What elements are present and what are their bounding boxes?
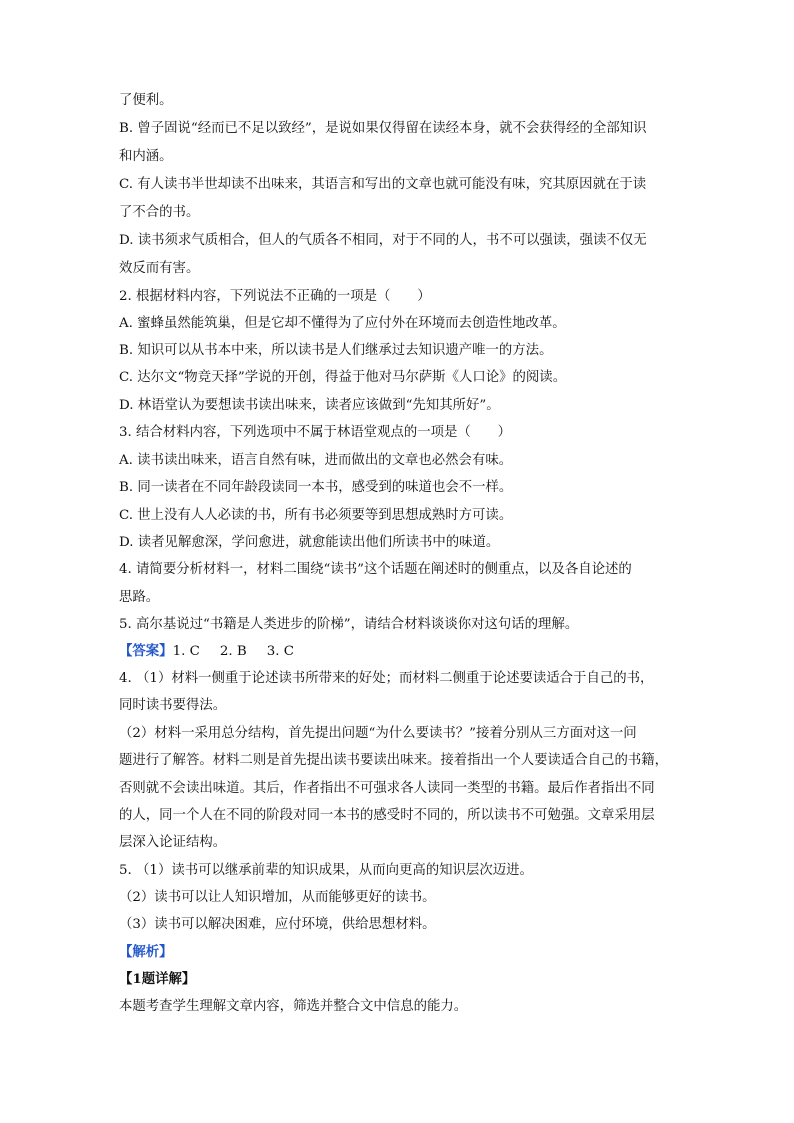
- text-line: 效反而有害。: [119, 261, 200, 276]
- text-line: 的人，同一个人在不同的阶段对同一本书的感受时不同的，所以读书不可勉强。文章采用层: [119, 808, 655, 823]
- text-line: 层深入论证结构。: [119, 835, 227, 850]
- answer-4-line: 4. （1）材料一侧重于论述读书所带来的好处；而材料二侧重于论述要读适合于自己的书，: [119, 671, 654, 686]
- answer-line: [119, 642, 679, 661]
- question-4: 4. 请简要分析材料一，材料二围绕“读书”这个话题在阐述时的侧重点，以及各自论述的: [119, 562, 632, 577]
- question-2: 2. 根据材料内容，下列说法不正确的一项是（ ）: [119, 289, 431, 304]
- q3-option-a: A. 读书读出味来，语言自然有味，进而做出的文章也必然会有味。: [119, 453, 513, 468]
- option-c-line: C. 有人读书半世却读不出味来，其语言和写出的文章也就可能没有味，究其原因就在于读: [119, 177, 647, 192]
- detail-tag: 【1题详解】: [119, 971, 196, 987]
- text-line: 思路。: [119, 590, 160, 605]
- text-line: 本题考查学生理解文章内容，筛选并整合文中信息的能力。: [119, 999, 468, 1014]
- q3-option-b: B. 同一读者在不同年龄段读同一本书，感受到的味道也会不一样。: [119, 480, 513, 495]
- q2-option-a: A. 蜜蜂虽然能筑巢，但是它却不懂得为了应付外在环境而去创造性地改革。: [119, 316, 566, 331]
- q2-option-d: D. 林语堂认为要想读书读出味来，读者应该做到“先知其所好”。: [119, 398, 500, 413]
- answer-item: 3. C: [266, 644, 294, 659]
- option-b-line: B. 曾子固说“经而已不足以致经”，是说如果仅得留在读经本身，就不会获得经的全部知识: [119, 121, 647, 136]
- question-3: 3. 结合材料内容，下列选项中不属于林语堂观点的一项是（ ）: [119, 425, 511, 440]
- answer-item: 1. C: [172, 644, 200, 659]
- answer-item: 2. B: [219, 644, 247, 659]
- text-line: 题进行了解答。材料二则是首先提出读书要读出味来。接着指出一个人要读适合自己的书籍，: [119, 753, 669, 768]
- text-line: 和内涵。: [119, 149, 173, 164]
- answer-5-line: 5. （1）读书可以继承前辈的知识成果，从而向更高的知识层次迈进。: [119, 863, 533, 878]
- q2-option-b: B. 知识可以从书本中来，所以读书是人们继承过去知识遗产唯一的方法。: [119, 343, 553, 358]
- answer-tag: 【答案】: [119, 643, 173, 659]
- text-line: （2）读书可以让人知识增加，从而能够更好的读书。: [119, 890, 436, 905]
- q3-option-c: C. 世上没有人人必读的书，所有书必须要等到思想成熟时方可读。: [119, 508, 513, 523]
- text-line: （3）读书可以解决困难，应付环境，供给思想材料。: [119, 917, 436, 932]
- text-line: 同时读书要得法。: [119, 698, 227, 713]
- text-line: （2）材料一采用总分结构，首先提出问题“为什么要读书？”接着分别从三方面对这一问: [119, 726, 637, 741]
- option-d-line: D. 读书须求气质相合，但人的气质各不相同，对于不同的人，书不可以强读，强读不仅无: [119, 233, 647, 248]
- text-line: 了便利。: [119, 93, 173, 108]
- analysis-tag: 【解析】: [119, 944, 173, 960]
- text-line: 了不合的书。: [119, 205, 200, 220]
- q2-option-c: C. 达尔文“物竞天择”学说的开创，得益于他对马尔萨斯《人口论》的阅读。: [119, 370, 567, 385]
- q3-option-d: D. 读者见解愈深，学问愈进，就愈能读出他们所读书中的味道。: [119, 535, 500, 550]
- text-line: 否则就不会读出味道。其后，作者指出不可强求各人读同一类型的书籍。最后作者指出不同: [119, 781, 655, 796]
- question-5: 5. 高尔基说过“书籍是人类进步的阶梯”，请结合材料谈谈你对这句话的理解。: [119, 617, 579, 632]
